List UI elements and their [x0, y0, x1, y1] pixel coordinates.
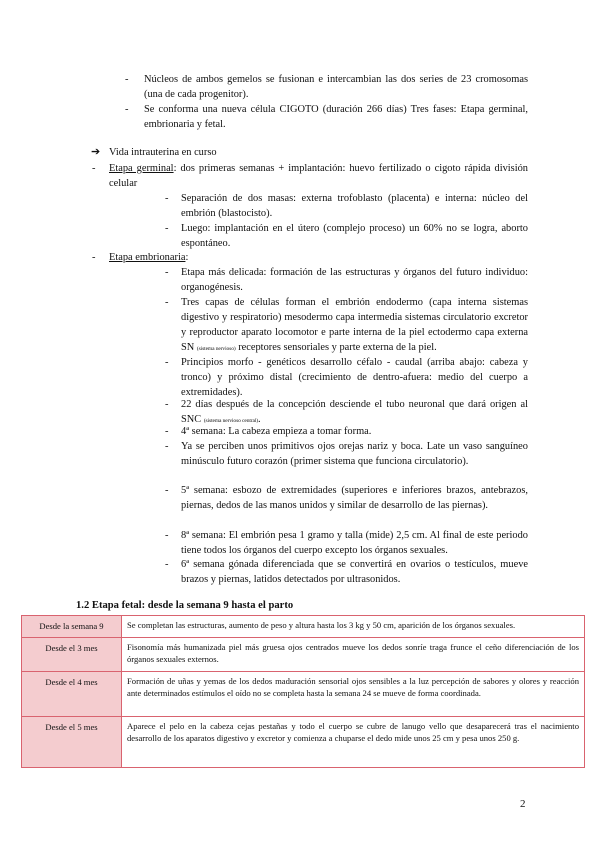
dash-marker: - [92, 252, 96, 263]
embrionaria-heading [109, 250, 409, 265]
embrionaria-title: Etapa embrionaria [109, 252, 186, 263]
dash-marker: - [165, 441, 169, 452]
tubo-neuronal-end: . [258, 414, 261, 425]
fetal-heading: 1.2 Etapa fetal: desde la semana 9 hasta el parto [76, 600, 294, 611]
embrionaria-bullet-1: Etapa más delicada: formación de las estructuras y órganos del futuro individuo: organogénesis. [181, 267, 528, 293]
stage-label: Desde el 5 mes [22, 717, 122, 768]
snc-note: (sistema nervioso central) [203, 418, 259, 424]
section-vida-intrauterina: Vida intrauterina en curso [109, 147, 217, 158]
capas-text: Tres capas de células forman el embrión endodermo (capa interna sistemas digestivo y respiratorio) mesodermo capa intermedia sistemas circulatorio excretor y reproductor aparato locomotor e parte interna de la piel ectodermo capa externa SN [181, 297, 528, 353]
page-number: 2 [520, 798, 526, 810]
fetal-stage-table [21, 615, 585, 768]
germinal-text: : dos primeras semanas + implantación: huevo fertilizado o cigoto rápida división celular [109, 163, 528, 189]
dash-marker: - [165, 223, 169, 234]
bullet-cigoto: Se conforma una nueva célula CIGOTO (duración 266 días) Tres fases: Etapa germinal, embrionaria y fetal. [144, 104, 528, 130]
sn-note: (sistema nervioso) [196, 346, 236, 352]
stage-description: Formación de uñas y yemas de los dedos maduración sensorial ojos sensibles a la luz percepción de sabores y olores y reacción ante determinados estímulos el oído no se completa hasta la semana 24 se mueve de forma coordinada. [122, 672, 585, 717]
dash-marker: - [165, 559, 169, 570]
stage-description: Se completan las estructuras, aumento de peso y altura hasta los 3 kg y 50 cm, aparición de los órganos sexuales. [122, 616, 585, 638]
embrionaria-bullet-3: Principios morfo - genéticos desarrollo céfalo - caudal (arriba abajo: cabeza y tronco) y próximo distal (crecimiento de dentro-afuera: medio del cuerpo a extremidades). [181, 357, 528, 398]
stage-description: Fisonomía más humanizada piel más gruesa ojos centrados mueve los dedos sonríe traga frunce el ceño diferenciación de los órganos sexuales externos. [122, 638, 585, 672]
dash-marker: - [125, 74, 129, 85]
germinal-bullet-2: Luego: implantación en el útero (complejo proceso) un 60% no se logra, aborto espontáneo. [181, 223, 528, 249]
capas-text-end: receptores sensoriales y parte externa de la piel. [235, 342, 437, 353]
germinal-intro [109, 161, 528, 191]
dash-marker: - [125, 104, 129, 115]
dash-marker: - [92, 163, 96, 174]
stage-label: Desde el 3 mes [22, 638, 122, 672]
embrionaria-bullet-7: 5ª semana: esbozo de extremidades (superiores e inferiores brazos, antebrazos, piernas, dedos de las manos unidos y similar de desarrollo de las piernas). [181, 485, 528, 511]
table-row [22, 616, 585, 638]
dash-marker: - [165, 297, 169, 308]
dash-marker: - [165, 485, 169, 496]
germinal-bullet-1: Separación de dos masas: externa trofoblasto (placenta) e interna: núcleo del embrión (blastocisto). [181, 193, 528, 219]
embrionaria-bullet-6: Ya se perciben unos primitivos ojos orejas nariz y boca. Late un vaso sanguíneo minúsculo futuro corazón (primer sistema que funciona circulatorio). [181, 441, 528, 467]
tubo-neuronal-text: 22 días después de la concepción desciende el tubo neuronal que dará origen al SNC [181, 399, 528, 425]
embrionaria-bullet-8: 8ª semana: El embrión pesa 1 gramo y talla (mide) 2,5 cm. Al final de este periodo tiene todos los órganos del cuerpo excepto los órganos sexuales. [181, 530, 528, 556]
stage-label: Desde el 4 mes [22, 672, 122, 717]
dash-marker: - [165, 267, 169, 278]
embrionaria-bullet-5: 4ª semana: La cabeza empieza a tomar forma. [181, 426, 372, 437]
bullet-fusion: Núcleos de ambos gemelos se fusionan e intercambian las dos series de 23 cromosomas (una de cada progenitor). [144, 74, 528, 100]
embrionaria-bullet-2 [181, 295, 528, 357]
dash-marker: - [165, 357, 169, 368]
arrow-right-icon: ➔ [91, 146, 101, 158]
germinal-title: Etapa germinal [109, 163, 174, 174]
table-row [22, 638, 585, 672]
dash-marker: - [165, 426, 169, 437]
dash-marker: - [165, 193, 169, 204]
embrionaria-colon: : [185, 252, 189, 263]
table-row [22, 672, 585, 717]
stage-description: Aparece el pelo en la cabeza cejas pestañas y todo el cuerpo se cubre de lanugo vello que desaparecerá tras el nacimiento desarrollo de los aparatos digestivo y excretor y comienza a chuparse el dedo mide unos 25 cm y pesa unos 250 g. [122, 717, 585, 768]
table-row [22, 717, 585, 768]
stage-label: Desde la semana 9 [22, 616, 122, 638]
dash-marker: - [165, 530, 169, 541]
embrionaria-bullet-9: 6ª semana gónada diferenciada que se convertirá en ovarios o testículos, mueve brazos y piernas, latidos detectados por ultrasonidos. [181, 559, 528, 585]
dash-marker: - [165, 399, 169, 410]
